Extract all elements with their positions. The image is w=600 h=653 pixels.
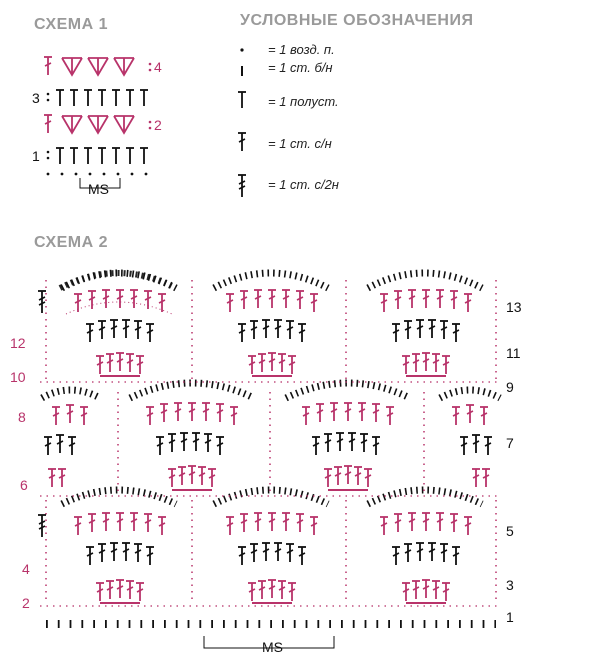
scheme2-right-row-9: 9 [506, 379, 514, 395]
legend-icons [238, 48, 246, 197]
scheme2-right-row-11: 11 [506, 345, 521, 361]
legend-text-sc: = 1 ст. б/н [268, 60, 333, 75]
legend-text-dc: = 1 ст. с/н [268, 136, 332, 151]
scheme2-right-row-1: 1 [506, 609, 514, 625]
scheme2-right-row-5: 5 [506, 523, 514, 539]
scheme2-left-row-8: 8 [18, 409, 26, 425]
scheme2-right-row-7: 7 [506, 435, 514, 451]
half-double-crochet-icon [238, 92, 246, 108]
legend-text-chain: = 1 возд. п. [268, 42, 335, 57]
scheme1-chart [32, 57, 162, 197]
scheme2-title: СХЕМА 2 [34, 234, 109, 251]
chain-stitch-icon [240, 48, 243, 51]
scheme2-chart [10, 273, 522, 653]
scheme2-right-row-13: 13 [506, 299, 522, 315]
scheme2-left-row-2: 2 [22, 595, 30, 611]
scheme2-repeat-label: MS [262, 639, 283, 653]
scheme1-repeat-label: MS [88, 181, 109, 197]
legend-title: УСЛОВНЫЕ ОБОЗНАЧЕНИЯ [240, 12, 474, 29]
treble-crochet-icon [238, 175, 246, 197]
scheme1-row-1: 1 [32, 148, 40, 164]
scheme2-left-row-6: 6 [20, 477, 28, 493]
legend-text-hdc: = 1 полуст. [268, 94, 339, 109]
scheme1-row-3: 3 [32, 90, 40, 106]
scheme2-left-row-12: 12 [10, 335, 26, 351]
scheme2-left-row-10: 10 [10, 369, 26, 385]
double-crochet-icon [238, 133, 246, 151]
scheme1-row-4: 4 [154, 59, 162, 75]
scheme1-title: СХЕМА 1 [34, 16, 109, 33]
scheme2-right-row-3: 3 [506, 577, 514, 593]
scheme2-left-row-4: 4 [22, 561, 30, 577]
scheme1-row-2: 2 [154, 117, 162, 133]
legend-text-tr: = 1 ст. с/2н [268, 177, 339, 192]
